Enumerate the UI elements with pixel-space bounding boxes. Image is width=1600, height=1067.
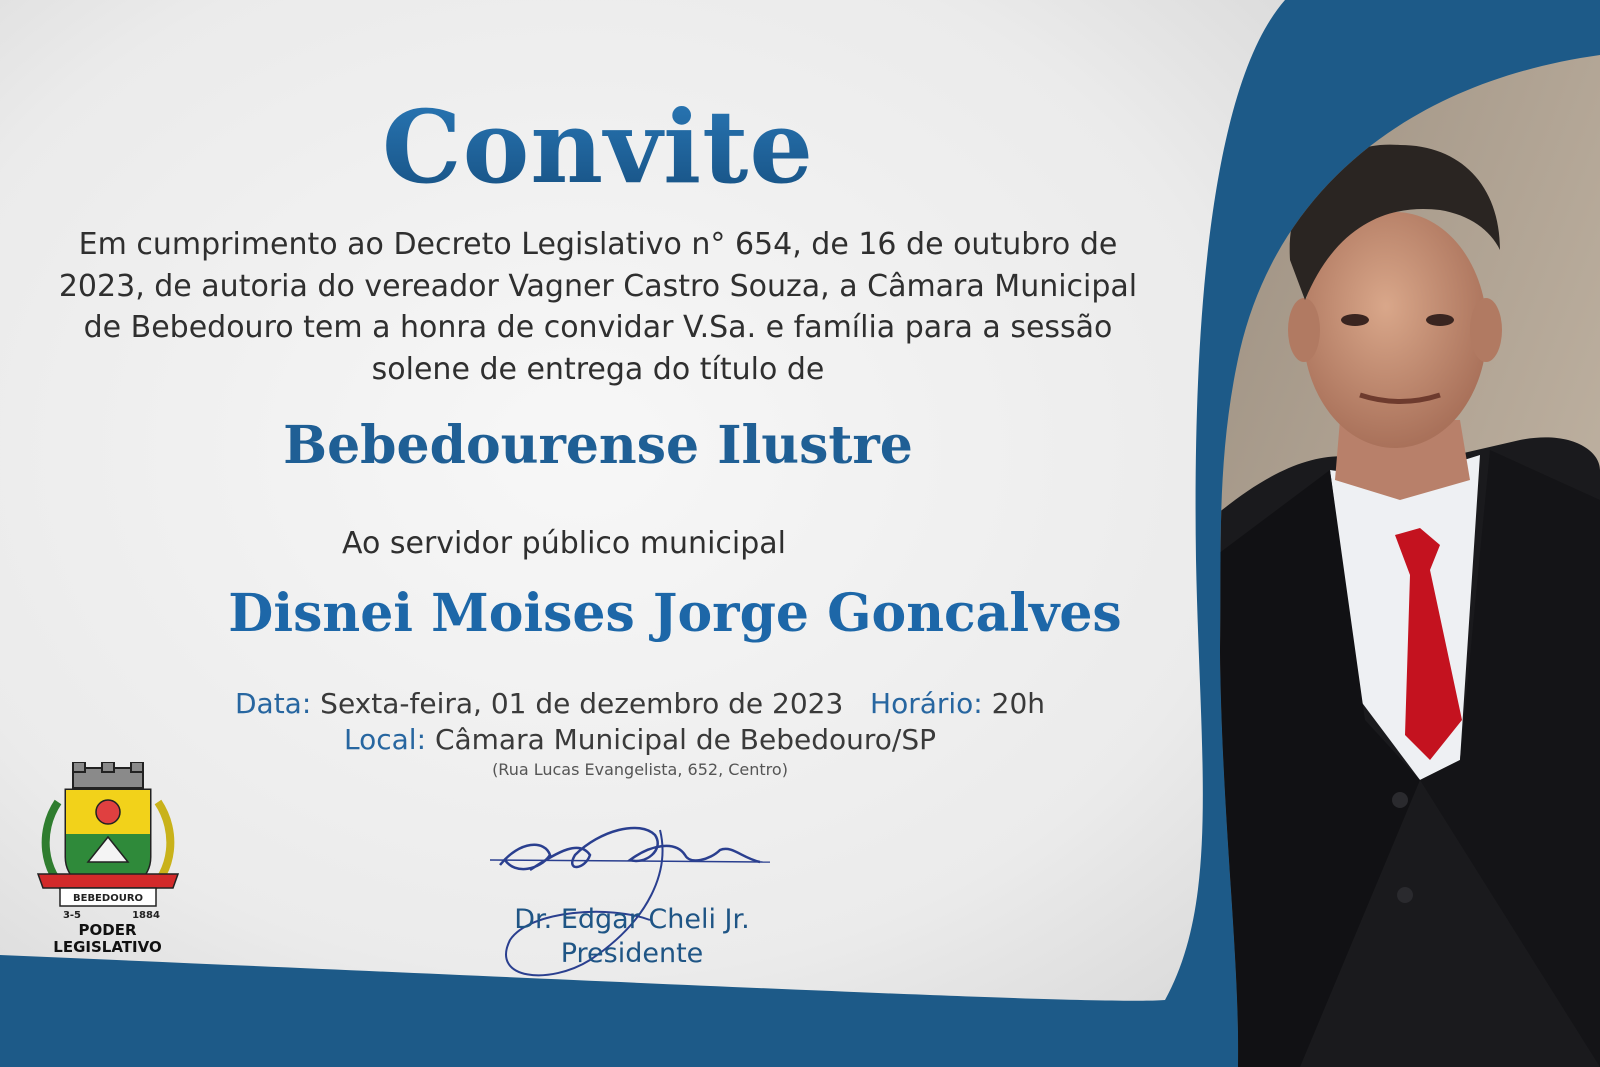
signer-role: Presidente (560, 938, 704, 969)
invitation-title: Convite (382, 88, 814, 206)
signer-name: Dr. Edgar Cheli Jr. (514, 904, 750, 935)
address-text: (Rua Lucas Evangelista, 652, Centro) (492, 760, 788, 779)
location-label: Local: (344, 723, 427, 756)
signer-block (432, 903, 832, 971)
time-label: Horário: (870, 687, 983, 720)
emblem-date-right: 1884 (132, 910, 160, 920)
emblem-banner-text: BEBEDOURO (72, 893, 144, 904)
location-line (0, 722, 1280, 758)
emblem-label (25, 922, 190, 956)
emblem-label-line2: LEGISLATIVO (53, 938, 162, 956)
invitation-intro-text: Em cumprimento ao Decreto Legislativo n° 654, de 16 de outubro de 2023, de autoria do vereador Vagner Castro Souza, a Câmara Municipal de Bebedouro tem a honra de convidar V.Sa. e família para a sessão solene de entrega do título de (58, 227, 1138, 387)
emblem-date-left: 3-5 (62, 910, 82, 920)
emblem-label-line1: PODER (78, 921, 137, 939)
date-value: Sexta-feira, 01 de dezembro de 2023 (320, 687, 844, 720)
coat-of-arms-emblem (28, 762, 188, 920)
time-value: 20h (991, 687, 1046, 720)
honoree-name: Disnei Moises Jorge Goncalves (228, 583, 1122, 644)
date-time-line (0, 686, 1280, 722)
event-details (0, 686, 1280, 782)
date-label: Data: (234, 687, 312, 720)
recipient-label: Ao servidor público municipal (342, 526, 786, 561)
location-value: Câmara Municipal de Bebedouro/SP (434, 723, 936, 756)
award-title: Bebedourense Ilustre (283, 415, 913, 476)
